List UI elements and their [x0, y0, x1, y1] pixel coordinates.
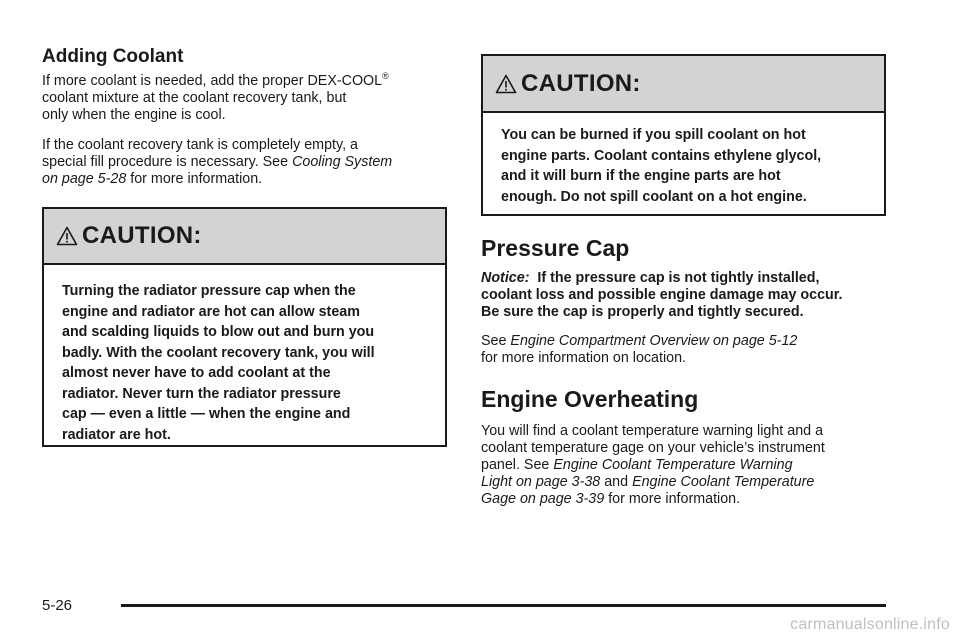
caution-title: CAUTION:	[82, 222, 202, 249]
caution-line: engine parts. Coolant contains ethylene glycol,	[501, 147, 822, 164]
caution-body	[483, 113, 884, 207]
caution-box-hot-coolant	[481, 54, 886, 216]
caution-line: Turning the radiator pressure cap when the	[62, 283, 356, 299]
watermark: carmanualsonline.info	[790, 616, 950, 633]
section-heading-pressure-cap: Pressure Cap	[481, 235, 630, 261]
section-heading-adding-coolant: Adding Coolant	[42, 46, 184, 67]
cross-reference-engine-compartment[interactable]: Engine Compartment Overview on page 5-12	[510, 333, 798, 349]
caution-line: You can be burned if you spill coolant on hot	[501, 127, 806, 143]
engine-overheating-paragraph: You will find a coolant temperature warning light and a coolant temperature gage on your vehicle’s instrument panel. See Engine Coolant Temperature Warning Light on page 3-38 and Engine Coolant Temperature Gage on page 3-39 for more information.	[481, 423, 825, 507]
caution-line: engine and radiator are hot can allow steam	[62, 303, 360, 320]
cross-reference-warning-light-page[interactable]: Light on page 3-38	[481, 474, 601, 490]
cross-reference-temperature-gage-page[interactable]: Gage on page 3-39	[481, 491, 605, 507]
adding-coolant-paragraph-1: If more coolant is needed, add the proper DEX-COOL® coolant mixture at the coolant recovery tank, but only when the engine is cool.	[42, 71, 389, 123]
cross-reference-page[interactable]: on page 5-28	[42, 171, 127, 187]
caution-line: almost never have to add coolant at the	[62, 365, 331, 381]
caution-line: radiator are hot.	[62, 426, 171, 443]
caution-line: and scalding liquids to blow out and burn you	[62, 324, 375, 340]
caution-header	[44, 209, 445, 265]
adding-coolant-paragraph-2: If the coolant recovery tank is completely empty, a special fill procedure is necessary. See Cooling System on page 5-28 for more information.	[42, 137, 393, 187]
pressure-cap-see-reference: See Engine Compartment Overview on page 5-12 for more information on location.	[481, 333, 798, 366]
pressure-cap-notice: Notice: If the pressure cap is not tightly installed, coolant loss and possible engine damage may occur. Be sure the cap is properly and tightly secured.	[481, 270, 843, 320]
caution-header	[483, 56, 884, 113]
notice-label: Notice:	[481, 270, 530, 286]
cross-reference-cooling-system[interactable]: Cooling System	[292, 154, 393, 170]
page-number: 5-26	[42, 597, 73, 614]
warning-triangle-icon	[495, 74, 517, 94]
cross-reference-temperature-gage[interactable]: Engine Coolant Temperature	[632, 474, 815, 490]
section-heading-engine-overheating: Engine Overheating	[481, 386, 699, 412]
caution-line: and it will burn if the engine parts are hot	[501, 168, 781, 184]
caution-body	[44, 265, 445, 445]
footer-rule	[121, 604, 886, 607]
caution-line: cap — even a little — when the engine and	[62, 406, 351, 422]
warning-triangle-icon	[56, 226, 78, 246]
caution-line: enough. Do not spill coolant on a hot engine.	[501, 188, 807, 205]
caution-line: badly. With the coolant recovery tank, you will	[62, 344, 375, 361]
caution-line: radiator. Never turn the radiator pressure	[62, 385, 341, 402]
caution-title: CAUTION:	[521, 69, 641, 97]
caution-box-radiator-cap	[42, 207, 447, 447]
cross-reference-warning-light[interactable]: Engine Coolant Temperature Warning	[553, 457, 793, 473]
